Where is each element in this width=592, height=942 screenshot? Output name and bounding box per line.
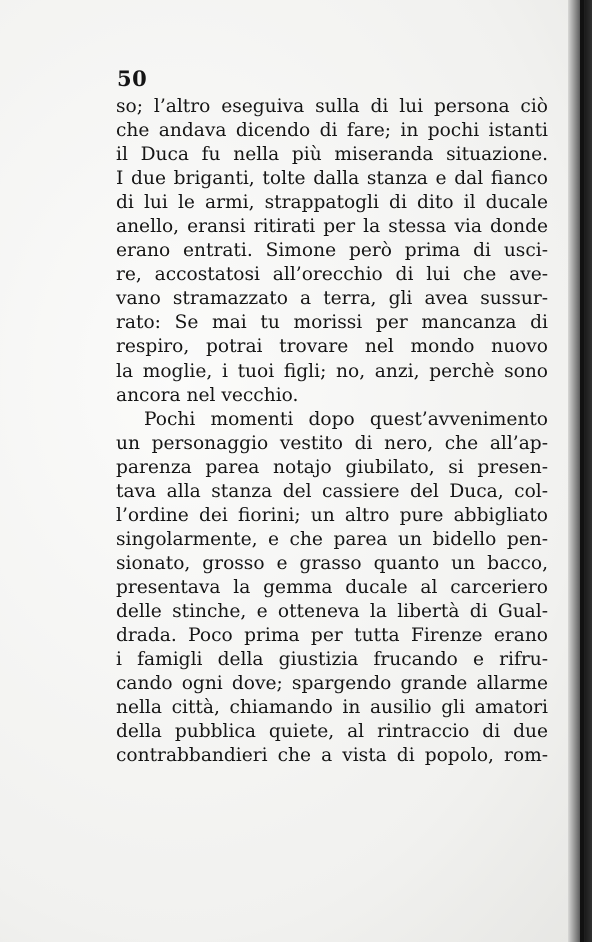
text-line: so; l’altro eseguiva sulla di lui persona ciò	[116, 96, 548, 117]
text-line: che andava dicendo di fare; in pochi istanti	[116, 120, 548, 142]
book-binding-edge	[580, 0, 584, 942]
body-text	[116, 95, 548, 768]
text-line: i famigli della giustizia frucando e rifru-	[116, 649, 548, 671]
text-line: erano entrati. Simone però prima di usci-	[116, 240, 548, 262]
text-line: re, accostatosi all’orecchio di lui che ave-	[116, 264, 548, 286]
text-line: cando ogni dove; spargendo grande allarme	[116, 673, 548, 695]
text-line: sionato, grosso e grasso quanto un bacco,	[116, 552, 548, 574]
text-line: nella città, chiamando in ausilio gli amatori	[116, 697, 548, 719]
text-line: respiro, potrai trovare nel mondo nuovo	[116, 336, 548, 358]
paragraph-start-line: Pochi momenti dopo quest’avvenimento	[144, 408, 548, 430]
paragraph-end-line: ancora nel vecchio.	[116, 384, 299, 406]
text-line: delle stinche, e otteneva la libertà di Gual-	[116, 600, 548, 622]
text-line: anello, eransi ritirati per la stessa via donde	[116, 216, 548, 238]
text-line: il Duca fu nella più miseranda situazione.	[116, 144, 548, 166]
text-line: tava alla stanza del cassiere del Duca, col-	[116, 480, 548, 502]
text-line: della pubblica quiete, al rintraccio di due	[116, 721, 548, 743]
text-line: I due briganti, tolte dalla stanza e dal fianco	[116, 168, 548, 190]
text-line: rato: Se mai tu morissi per mancanza di	[116, 312, 548, 334]
text-line: vano stramazzato a terra, gli avea sussur-	[116, 288, 548, 310]
text-line: contrabbandieri che a vista di popolo, rom-	[116, 745, 548, 767]
text-line: drada. Poco prima per tutta Firenze erano	[116, 625, 548, 647]
text-line: presentava la gemma ducale al carceriero	[116, 576, 548, 598]
text-line: un personaggio vestito di nero, che all’ap-	[116, 432, 548, 454]
text-line: parenza parea notajo giubilato, si presen-	[116, 456, 548, 478]
page-number: 50	[117, 66, 148, 91]
text-line: di lui le armi, strappatogli di dito il ducale	[116, 192, 548, 214]
text-line: la moglie, i tuoi figli; no, anzi, perchè sono	[116, 360, 548, 382]
text-line: l’ordine dei fiorini; un altro pure abbigliato	[116, 504, 548, 526]
text-line: singolarmente, e che parea un bidello pen-	[116, 528, 548, 550]
